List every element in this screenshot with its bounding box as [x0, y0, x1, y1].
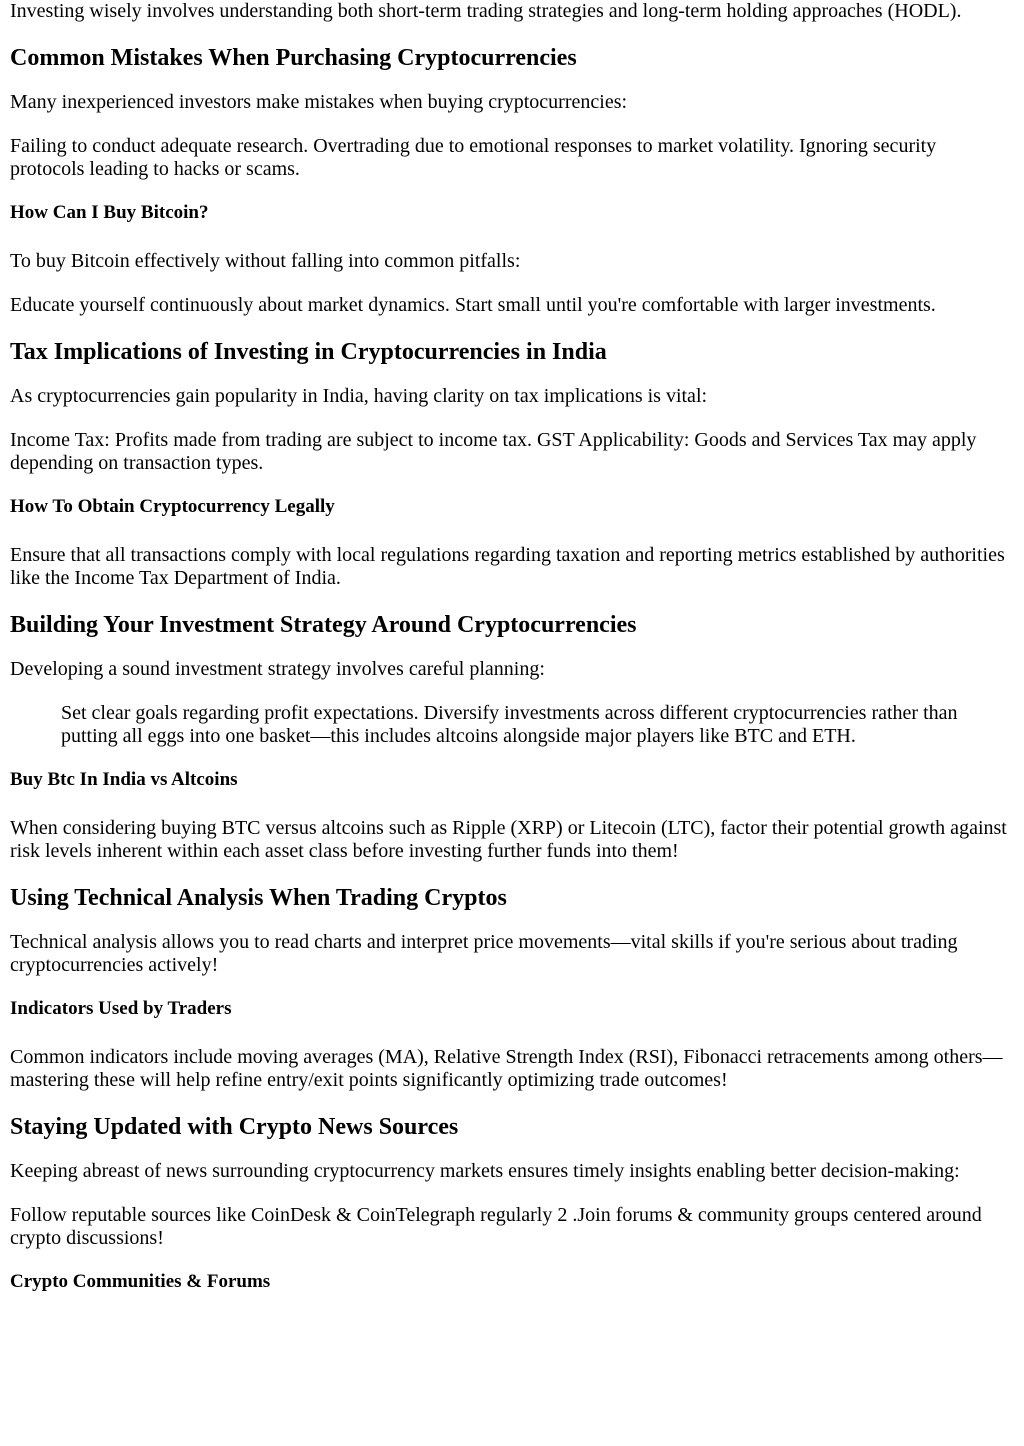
paragraph-buy-bitcoin-tips: Educate yourself continuously about market dynamics. Start small until you're comfortable with larger investments. [10, 294, 936, 316]
heading-common-mistakes: Common Mistakes When Purchasing Cryptocurrencies [10, 45, 577, 71]
heading-tax-implications: Tax Implications of Investing in Cryptocurrencies in India [10, 339, 607, 365]
paragraph-buy-bitcoin-intro: To buy Bitcoin effectively without falling into common pitfalls: [10, 250, 521, 272]
heading-indicators: Indicators Used by Traders [10, 998, 232, 1019]
paragraph-obtain-legally: Ensure that all transactions comply with local regulations regarding taxation and reporting metrics established by authorities like the Income Tax Department of India. [10, 544, 1005, 589]
paragraph-news-sources: Follow reputable sources like CoinDesk & CoinTelegraph regularly 2 .Join forums & community groups centered around crypto discussions! [10, 1204, 982, 1249]
paragraph-mistakes-list: Failing to conduct adequate research. Overtrading due to emotional responses to market volatility. Ignoring security protocols leading to hacks or scams. [10, 135, 937, 180]
paragraph-tax-intro: As cryptocurrencies gain popularity in India, having clarity on tax implications is vital: [10, 385, 708, 407]
heading-how-buy-bitcoin: How Can I Buy Bitcoin? [10, 202, 209, 223]
paragraph-technical-analysis: Technical analysis allows you to read charts and interpret price movements—vital skills if you're serious about trading cryptocurrencies actively! [10, 931, 958, 976]
heading-news-sources: Staying Updated with Crypto News Sources [10, 1114, 459, 1140]
blockquote-strategy-goals: Set clear goals regarding profit expectations. Diversify investments across different cryptocurrencies rather than putting all eggs into one basket—this includes altcoins alongside major players like BTC and ETH. [61, 702, 958, 747]
heading-communities-forums: Crypto Communities & Forums [10, 1271, 271, 1292]
heading-investment-strategy: Building Your Investment Strategy Around Cryptocurrencies [10, 612, 637, 638]
heading-btc-vs-altcoins: Buy Btc In India vs Altcoins [10, 769, 238, 790]
paragraph-indicators: Common indicators include moving averages (MA), Relative Strength Index (RSI), Fibonacci retracements among others—mastering these will help refine entry/exit points significantly optimizing trade outcomes! [10, 1046, 1003, 1091]
paragraph-btc-vs-altcoins: When considering buying BTC versus altcoins such as Ripple (XRP) or Litecoin (LTC), factor their potential growth against risk levels inherent within each asset class before investing further funds into them! [10, 817, 1007, 862]
paragraph-hodl-intro: Investing wisely involves understanding both short-term trading strategies and long-term holding approaches (HODL). [10, 0, 962, 22]
paragraph-mistakes-intro: Many inexperienced investors make mistakes when buying cryptocurrencies: [10, 91, 628, 113]
heading-technical-analysis: Using Technical Analysis When Trading Cryptos [10, 885, 507, 911]
heading-obtain-legally: How To Obtain Cryptocurrency Legally [10, 496, 335, 517]
paragraph-news-intro: Keeping abreast of news surrounding cryptocurrency markets ensures timely insights enabling better decision-making: [10, 1160, 960, 1182]
paragraph-tax-details: Income Tax: Profits made from trading are subject to income tax. GST Applicability: Goods and Services Tax may apply depending on transaction types. [10, 429, 977, 474]
paragraph-strategy-intro: Developing a sound investment strategy involves careful planning: [10, 658, 545, 680]
